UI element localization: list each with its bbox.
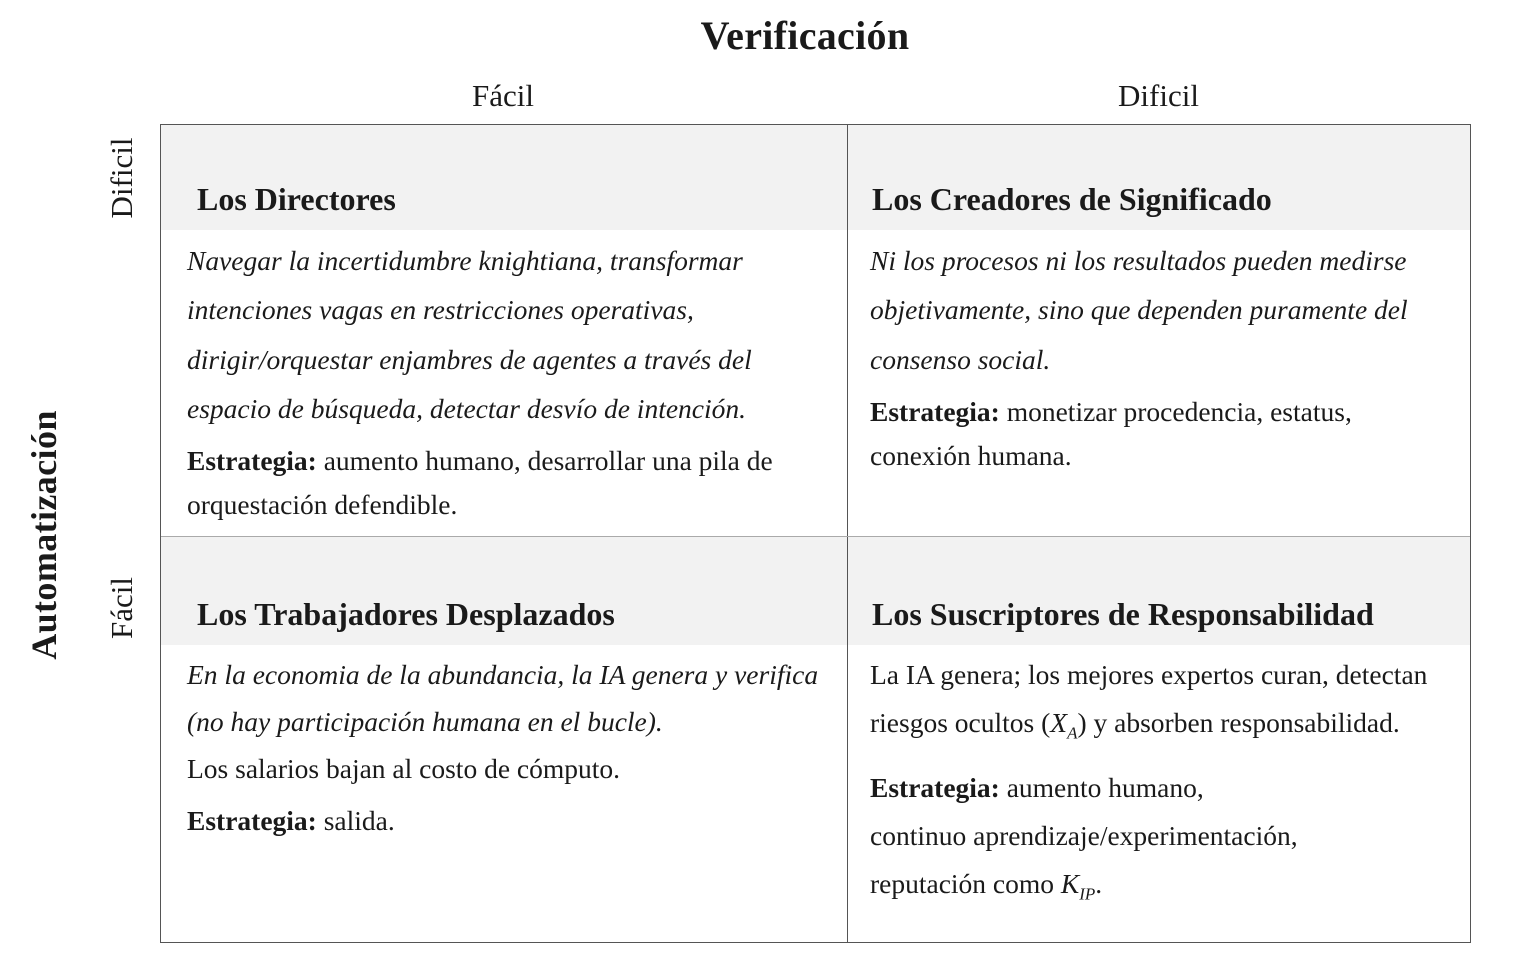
quadrant-title: Los Trabajadores Desplazados (197, 596, 615, 632)
quadrant-description-italic: En la economia de la abundancia, la IA genera y verifica (no hay participación humana en el bucle). (187, 659, 819, 737)
description-end: ) y absorben responsabilidad. (1077, 707, 1400, 738)
quadrant-header (848, 537, 1470, 645)
quadrant-strategy (187, 439, 823, 527)
quadrant-strategy (187, 799, 823, 843)
strategy-text: monetizar procedencia, estatus, conexión humana. (870, 395, 1352, 471)
quadrant-description: Los salarios bajan al costo de cómputo. (187, 753, 621, 784)
strategy-label: Estrategia: (187, 445, 317, 477)
column-label-easy: Fácil (472, 78, 534, 113)
quadrant-description: Ni los procesos ni los resultados pueden medirse objetivamente, sino que dependen puramente del consenso social. (870, 245, 1408, 375)
quadrant-strategy: Estrategia: aumento humano, continuo aprendizaje/experimentación, reputación como $K_{IP}$. (870, 771, 1298, 903)
verification-axis-title: Verificación (700, 13, 910, 58)
quadrant-displaced-workers (161, 537, 847, 942)
row-label-easy: Fácil (104, 577, 139, 639)
quadrant-description: Navegar la incertidumbre knightiana, transformar intenciones vagas en restricciones operativas, dirigir/orquestar enjambres de agentes a través del espacio de búsqueda, detectar desvío de intención. (187, 245, 752, 424)
strategy-line-3: reputación como (870, 867, 1061, 899)
quadrant-meaning-makers (848, 125, 1470, 536)
quadrant-strategy (870, 390, 1454, 478)
quadrant-body (848, 230, 1470, 478)
quadrant-directors (161, 125, 847, 536)
quadrant-header (848, 125, 1470, 230)
column-label-hard: Dificil (1118, 78, 1199, 113)
strategy-text: aumento humano, desarrollar una pila de orquestación defendible. (187, 445, 773, 521)
quadrant-header (161, 125, 847, 230)
quadrant-body (848, 645, 1470, 918)
quadrant-description (870, 651, 1454, 758)
strategy-label: Estrategia: (187, 805, 317, 836)
strategy-label: Estrategia: (870, 395, 1000, 427)
vertical-divider (847, 125, 848, 942)
quadrant-title: Los Creadores de Significado (872, 181, 1272, 217)
strategy-line-2: continuo aprendizaje/experimentación, (870, 819, 1298, 851)
horizontal-divider (161, 536, 1470, 537)
quadrant-grid (160, 124, 1471, 943)
quadrant-header (161, 537, 847, 645)
strategy-text: salida. (323, 805, 395, 836)
quadrant-liability-underwriters (848, 537, 1470, 942)
row-label-hard: Dificil (104, 137, 139, 219)
quadrant-title: Los Suscriptores de Responsabilidad (872, 596, 1374, 632)
quadrant-body (161, 230, 847, 527)
strategy-line-1: aumento humano, (1006, 771, 1204, 803)
risk-symbol: $X_A$ (1050, 707, 1078, 743)
quadrant-body (161, 645, 847, 843)
description-start: La IA genera; los mejores expertos curan, detectan riesgos ocultos ( (870, 659, 1428, 738)
strategy-label: Estrategia: (870, 771, 1000, 803)
automation-axis-title: Automatización (24, 410, 64, 660)
quadrant-title: Los Directores (197, 181, 396, 217)
reputation-symbol: $K_{IP}$ (1060, 867, 1096, 903)
